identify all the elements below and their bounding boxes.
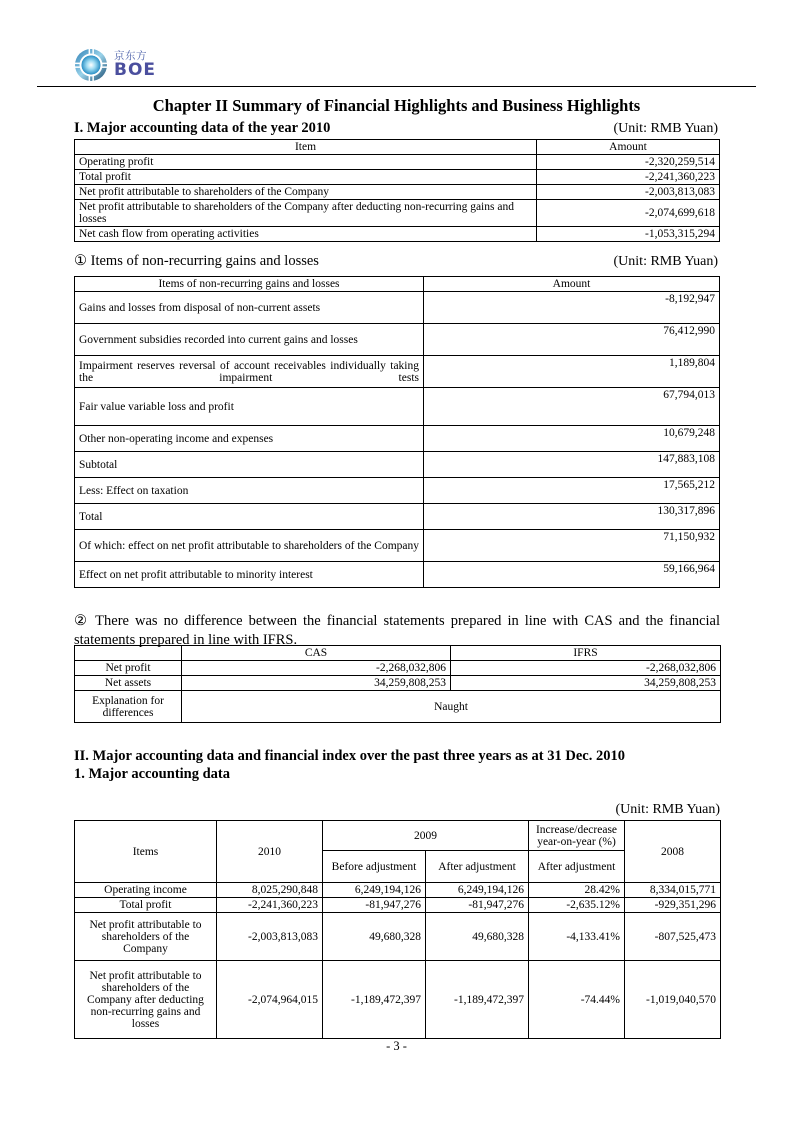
row-label: Net profit attributable to shareholders of the Company <box>75 913 217 961</box>
table-row <box>75 661 721 676</box>
row-label: Net assets <box>75 676 182 691</box>
section-1-1-unit: (Unit: RMB Yuan) <box>613 254 718 269</box>
row-2009-after: -81,947,276 <box>426 898 529 913</box>
row-2009-after: -1,189,472,397 <box>426 961 529 1039</box>
table-header-row <box>75 140 720 155</box>
table-row <box>75 356 720 388</box>
row-label: Effect on net profit attributable to minority interest <box>75 562 424 588</box>
section-1-unit: (Unit: RMB Yuan) <box>613 121 718 136</box>
row-amount: 1,189,804 <box>424 356 720 388</box>
row-amount: -2,320,259,514 <box>537 155 720 170</box>
col-header-after-adjustment: After adjustment <box>426 851 529 883</box>
row-amount: 17,565,212 <box>424 478 720 504</box>
row-label: Operating income <box>75 883 217 898</box>
row-2008: 8,334,015,771 <box>625 883 721 898</box>
row-amount: -2,241,360,223 <box>537 170 720 185</box>
row-amount: -2,074,699,618 <box>537 200 720 227</box>
three-year-accounting-data-table <box>74 820 721 1039</box>
row-label: Net profit attributable to shareholders of the Company after deducting non-recurring gains and losses <box>75 200 537 227</box>
col-header-before-adjustment: Before adjustment <box>323 851 426 883</box>
row-amount: 76,412,990 <box>424 324 720 356</box>
row-change: 28.42% <box>529 883 625 898</box>
page-title: Chapter II Summary of Financial Highlights and Business Highlights <box>152 96 641 115</box>
row-label: Less: Effect on taxation <box>75 478 424 504</box>
table-header-row <box>75 646 721 661</box>
row-amount: -1,053,315,294 <box>537 227 720 242</box>
row-amount: 59,166,964 <box>424 562 720 588</box>
row-label: Impairment reserves reversal of account receivables individually taking the impairment tests <box>75 356 424 388</box>
col-header-cas: CAS <box>182 646 451 661</box>
cas-ifrs-comparison-table <box>74 645 721 723</box>
row-label: Net profit <box>75 661 182 676</box>
row-label: Net profit attributable to shareholders of the Company after deducting non-recurring gains and losses <box>75 961 217 1039</box>
explanation-label: Explanation for differences <box>75 691 182 723</box>
row-change: -74.44% <box>529 961 625 1039</box>
section-1-2-paragraph: ② There was no difference between the financial statements prepared in line with CAS and the financial statements prepared in line with IFRS. <box>74 613 720 649</box>
col-header-amount: Amount <box>424 277 720 292</box>
table-row <box>75 324 720 356</box>
explanation-value: Naught <box>182 691 721 723</box>
table-header-row-top <box>75 821 721 851</box>
row-amount: 67,794,013 <box>424 388 720 426</box>
table-row <box>75 155 720 170</box>
row-amount: 130,317,896 <box>424 504 720 530</box>
col-header-items: Items <box>75 821 217 883</box>
table-row <box>75 691 721 723</box>
table-row <box>75 883 721 898</box>
section-2-heading: II. Major accounting data and financial index over the past three years as at 31 Dec. 2010 <box>74 748 625 764</box>
col-header-items: Items of non-recurring gains and losses <box>75 277 424 292</box>
header-divider <box>37 86 756 87</box>
row-2010: 8,025,290,848 <box>217 883 323 898</box>
row-ifrs-value: 34,259,808,253 <box>451 676 721 691</box>
col-header-blank <box>75 646 182 661</box>
row-label: Gains and losses from disposal of non-current assets <box>75 292 424 324</box>
row-2010: -2,003,813,083 <box>217 913 323 961</box>
table-row <box>75 504 720 530</box>
table-row <box>75 676 721 691</box>
row-amount: 10,679,248 <box>424 426 720 452</box>
col-header-ifrs: IFRS <box>451 646 721 661</box>
row-amount: 147,883,108 <box>424 452 720 478</box>
table-row <box>75 961 721 1039</box>
table-row <box>75 913 721 961</box>
row-cas-value: 34,259,808,253 <box>182 676 451 691</box>
table-row <box>75 530 720 562</box>
table-row <box>75 170 720 185</box>
boe-ring-icon <box>74 48 108 82</box>
row-2009-before: -81,947,276 <box>323 898 426 913</box>
company-logo <box>74 48 156 82</box>
row-label: Net profit attributable to shareholders of the Company <box>75 185 537 200</box>
row-label: Government subsidies recorded into current gains and losses <box>75 324 424 356</box>
row-change: -2,635.12% <box>529 898 625 913</box>
table-row <box>75 185 720 200</box>
row-label: Total profit <box>75 170 537 185</box>
row-2010: -2,074,964,015 <box>217 961 323 1039</box>
table-row <box>75 562 720 588</box>
logo-chinese-name: 京东方 <box>114 49 147 62</box>
row-2008: -929,351,296 <box>625 898 721 913</box>
row-label: Operating profit <box>75 155 537 170</box>
row-label: Of which: effect on net profit attributable to shareholders of the Company <box>75 530 424 562</box>
col-header-item: Item <box>75 140 537 155</box>
row-amount: -8,192,947 <box>424 292 720 324</box>
row-2008: -807,525,473 <box>625 913 721 961</box>
row-amount: -2,003,813,083 <box>537 185 720 200</box>
page-number: - 3 - <box>386 1039 407 1053</box>
table-row <box>75 292 720 324</box>
row-label: Subtotal <box>75 452 424 478</box>
row-2010: -2,241,360,223 <box>217 898 323 913</box>
row-label: Net cash flow from operating activities <box>75 227 537 242</box>
table-header-row <box>75 277 720 292</box>
section-2-subheading: 1. Major accounting data <box>74 766 231 782</box>
row-label: Other non-operating income and expenses <box>75 426 424 452</box>
col-header-increase-decrease: Increase/decrease year-on-year (%) <box>529 821 625 851</box>
row-2009-before: 6,249,194,126 <box>323 883 426 898</box>
row-cas-value: -2,268,032,806 <box>182 661 451 676</box>
row-label: Total <box>75 504 424 530</box>
row-ifrs-value: -2,268,032,806 <box>451 661 721 676</box>
table-row <box>75 200 720 227</box>
table-row <box>75 227 720 242</box>
table-row <box>75 452 720 478</box>
table-row <box>75 388 720 426</box>
col-header-2010: 2010 <box>217 821 323 883</box>
section-1-heading: I. Major accounting data of the year 2010 <box>74 120 331 136</box>
row-2009-before: 49,680,328 <box>323 913 426 961</box>
table-row <box>75 478 720 504</box>
non-recurring-items-table <box>74 276 720 588</box>
logo-wordmark <box>114 51 156 80</box>
row-amount: 71,150,932 <box>424 530 720 562</box>
row-label: Fair value variable loss and profit <box>75 388 424 426</box>
row-2009-after: 49,680,328 <box>426 913 529 961</box>
table-row <box>75 426 720 452</box>
col-header-2009: 2009 <box>323 821 529 851</box>
major-accounting-data-table <box>74 139 720 242</box>
row-2009-before: -1,189,472,397 <box>323 961 426 1039</box>
section-1-heading-row <box>74 120 720 137</box>
table-row <box>75 898 721 913</box>
row-2009-after: 6,249,194,126 <box>426 883 529 898</box>
logo-english-name: BOE <box>114 60 157 81</box>
section-1-1-heading: ① Items of non-recurring gains and losses <box>74 253 319 269</box>
section-1-1-heading-row <box>74 253 720 270</box>
row-2008: -1,019,040,570 <box>625 961 721 1039</box>
col-header-2008: 2008 <box>625 821 721 883</box>
row-label: Total profit <box>75 898 217 913</box>
row-change: -4,133.41% <box>529 913 625 961</box>
section-2-unit: (Unit: RMB Yuan) <box>615 802 720 817</box>
col-header-amount: Amount <box>537 140 720 155</box>
col-header-increase-after-adjustment: After adjustment <box>529 851 625 883</box>
